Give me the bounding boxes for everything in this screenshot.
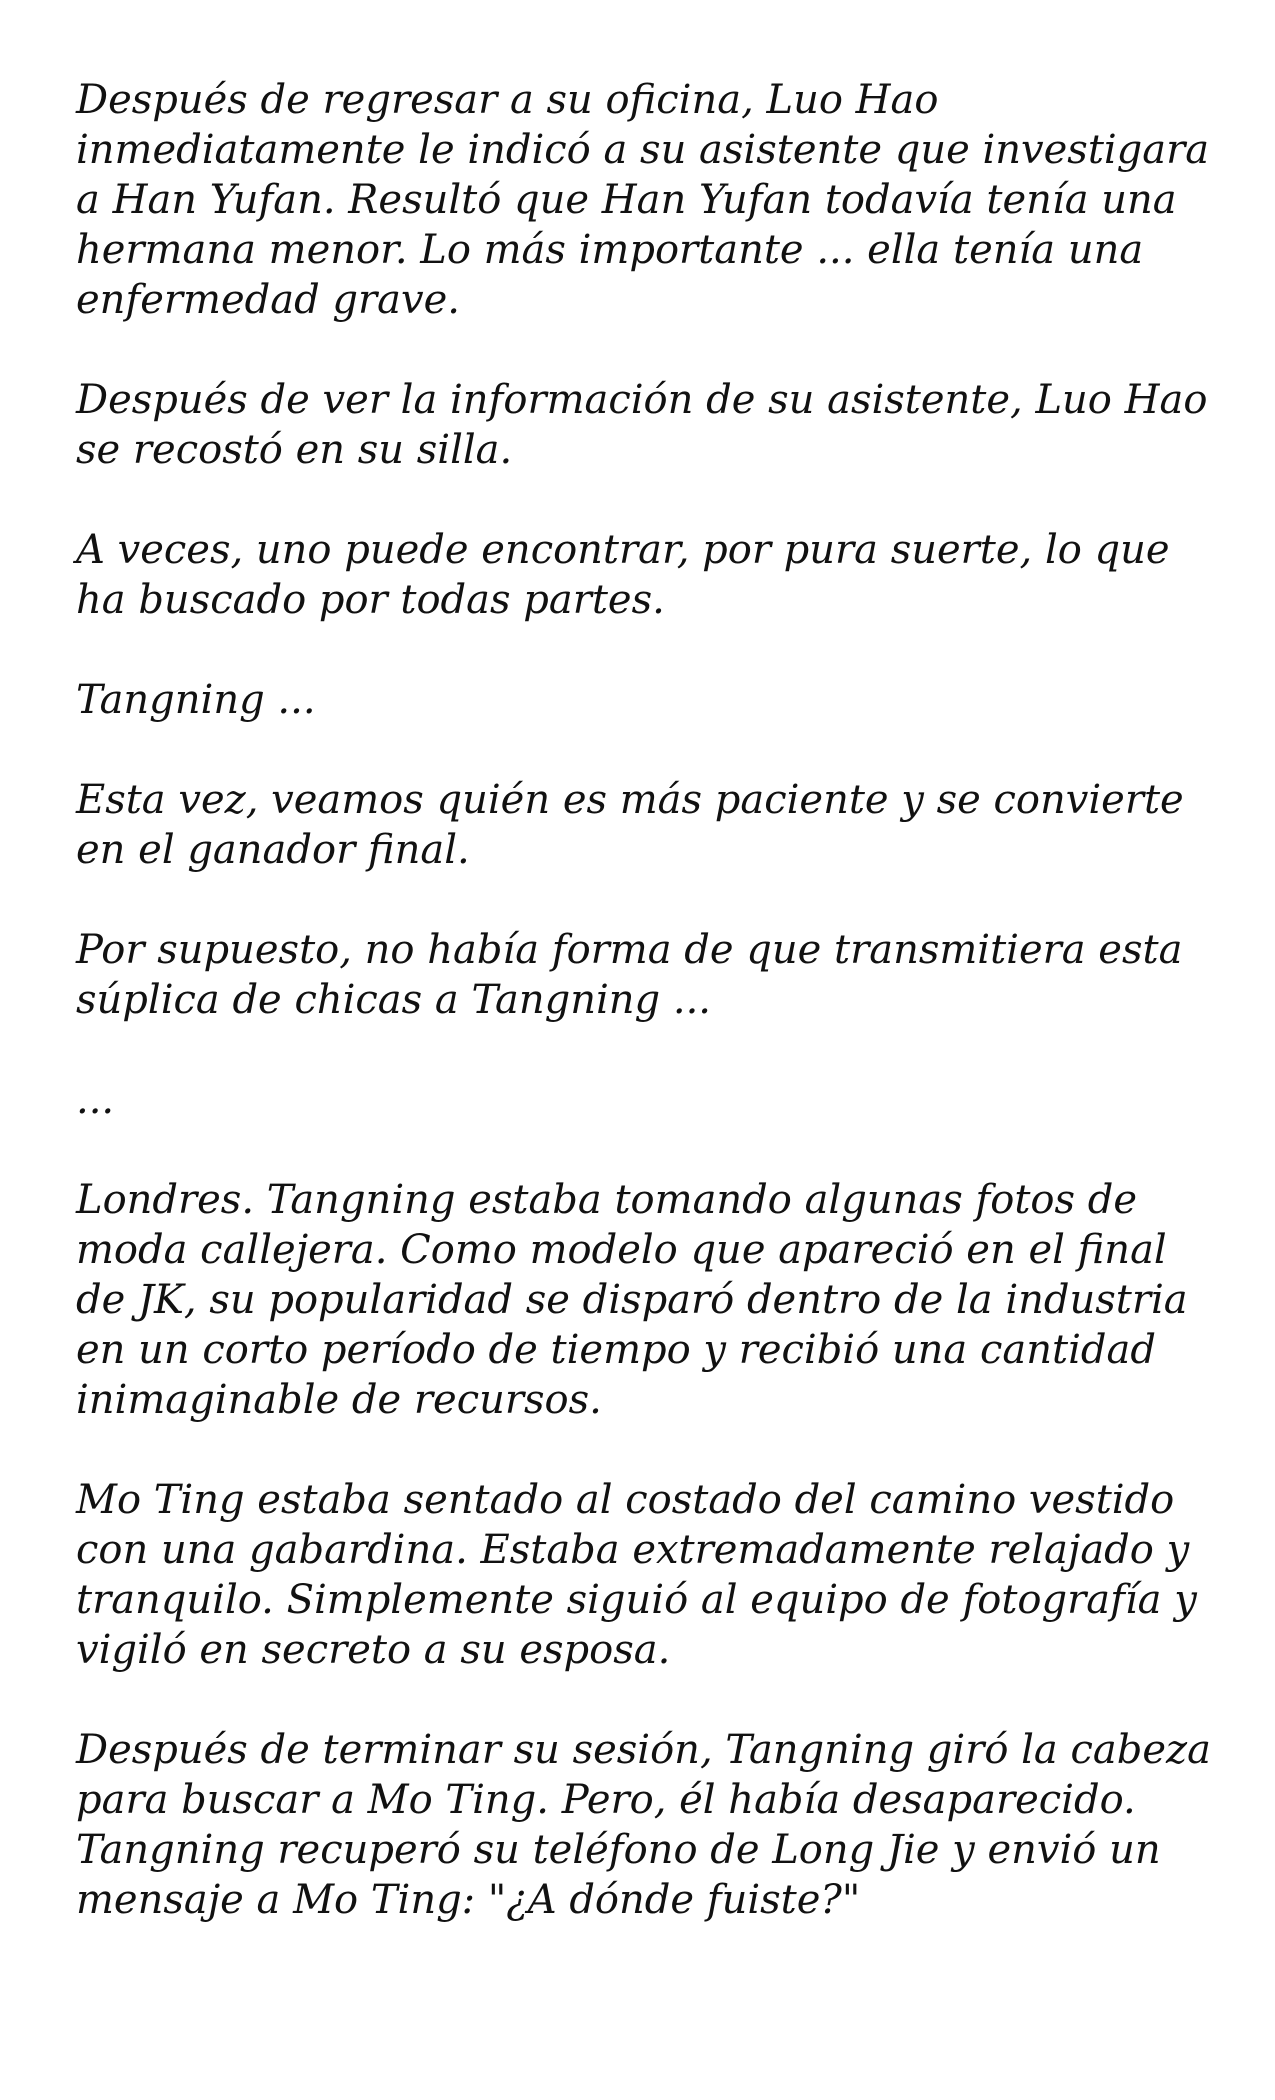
paragraph-6: Por supuesto, no había forma de que transmitiera esta súplica de chicas a Tangning ...	[76, 927, 1183, 1023]
paragraph-7: Londres. Tangning estaba tomando algunas fotos de moda callejera. Como modelo que apareció en el final de JK, su popularidad se disparó dentro de la industria en un corto período de tiempo y recibió una cantidad inimaginable de recursos.	[76, 1177, 1188, 1423]
paragraph-1: Después de regresar a su oficina, Luo Hao inmediatamente le indicó a su asistente que investigara a Han Yufan. Resultó que Han Yufan todavía tenía una hermana menor. Lo más importante ... ella tenía una enfermedad grave.	[76, 77, 1210, 323]
paragraph-9: Después de terminar su sesión, Tangning giró la cabeza para buscar a Mo Ting. Pero, él había desaparecido. Tangning recuperó su teléfono de Long Jie y envió un mensaje a Mo Ting: "¿A dónde fuiste?"	[76, 1727, 1211, 1923]
paragraph-2: Después de ver la información de su asistente, Luo Hao se recostó en su silla.	[76, 377, 1208, 473]
paragraph-8: Mo Ting estaba sentado al costado del camino vestido con una gabardina. Estaba extremadamente relajado y tranquilo. Simplemente siguió al equipo de fotografía y vigiló en secreto a su esposa.	[76, 1477, 1197, 1673]
document-body	[76, 75, 1226, 1975]
paragraph-5: Esta vez, veamos quién es más paciente y se convierte en el ganador final.	[76, 777, 1184, 873]
scene-break-ellipsis: ...	[76, 1077, 115, 1123]
paragraph-3: A veces, uno puede encontrar, por pura suerte, lo que ha buscado por todas partes.	[76, 527, 1170, 623]
paragraph-4: Tangning ...	[76, 677, 316, 723]
